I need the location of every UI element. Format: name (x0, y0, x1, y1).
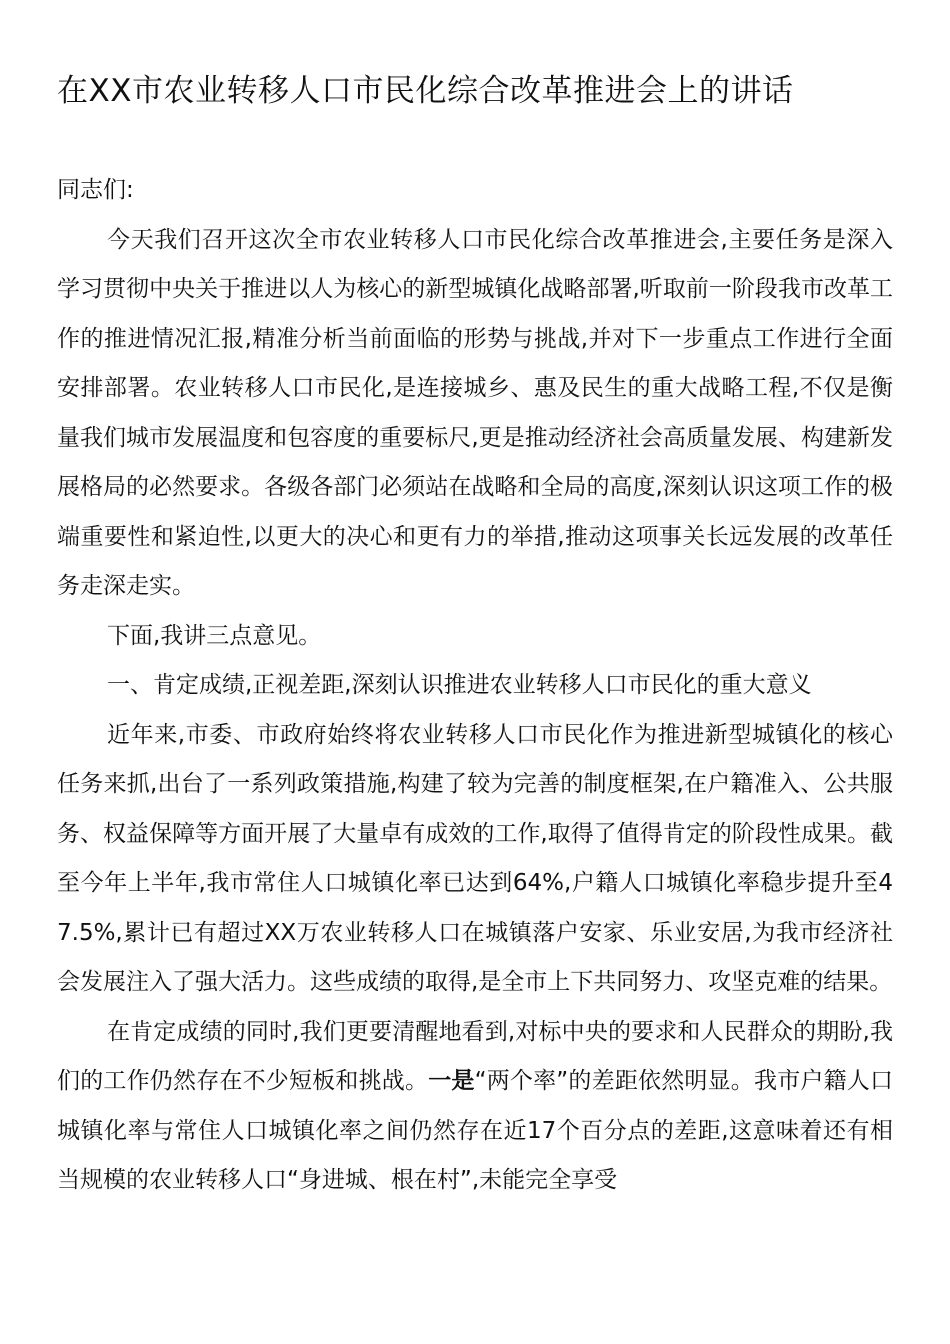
challenges-text-before: 在肯定成绩的同时,我们更要清醒地看到,对标中央的要求和人民群众的期盼,我们的工作仍然存在不少短板和挑战。 (57, 1018, 893, 1094)
greeting: 同志们: (57, 177, 134, 203)
paragraph-achievements: 近年来,市委、市政府始终将农业转移人口市民化作为推进新型城镇化的核心任务来抓,出台了一系列政策措施,构建了较为完善的制度框架,在户籍准入、公共服务、权益保障等方面开展了大量卓有成效的工作,取得了值得肯定的阶段性成果。截至今年上半年,我市常住人口城镇化率已达到64%,户籍人口城镇化率稳步提升至47.5%,累计已有超过XX万农业转移人口在城镇落户安家、乐业安居,为我市经济社会发展注入了强大活力。这些成绩的取得,是全市上下共同努力、攻坚克难的结果。 (57, 721, 893, 995)
document-page (57, 60, 893, 1206)
paragraph-challenges (57, 1008, 893, 1206)
paragraph-outline: 下面,我讲三点意见。 (107, 622, 322, 649)
document-title: 在XX市农业转移人口市民化综合改革推进会上的讲话 (57, 73, 794, 109)
paragraph-opening: 今天我们召开这次全市农业转移人口市民化综合改革推进会,主要任务是深入学习贯彻中央关于推进以人为核心的新型城镇化战略部署,听取前一阶段我市改革工作的推进情况汇报,精准分析当前面临的形势与挑战,并对下一步重点工作进行全面安排部署。农业转移人口市民化,是连接城乡、惠及民生的重大战略工程,不仅是衡量我们城市发展温度和包容度的重要标尺,更是推动经济社会高质量发展、构建新发展格局的必然要求。各级各部门必须站在战略和全局的高度,深刻认识这项工作的极端重要性和紧迫性,以更大的决心和更有力的举措,推动这项事关长远发展的改革任务走深走实。 (57, 226, 893, 599)
challenges-text-after: “两个率”的差距依然明显。我市户籍人口城镇化率与常住人口城镇化率之间仍然存在近17个百分点的差距,这意味着还有相当规模的农业转移人口“身进城、根在村”,未能完全享受 (57, 1068, 894, 1193)
challenges-bold-marker: 一是 (428, 1068, 475, 1094)
section-heading-one: 一、肯定成绩,正视差距,深刻认识推进农业转移人口市民化的重大意义 (107, 672, 812, 698)
